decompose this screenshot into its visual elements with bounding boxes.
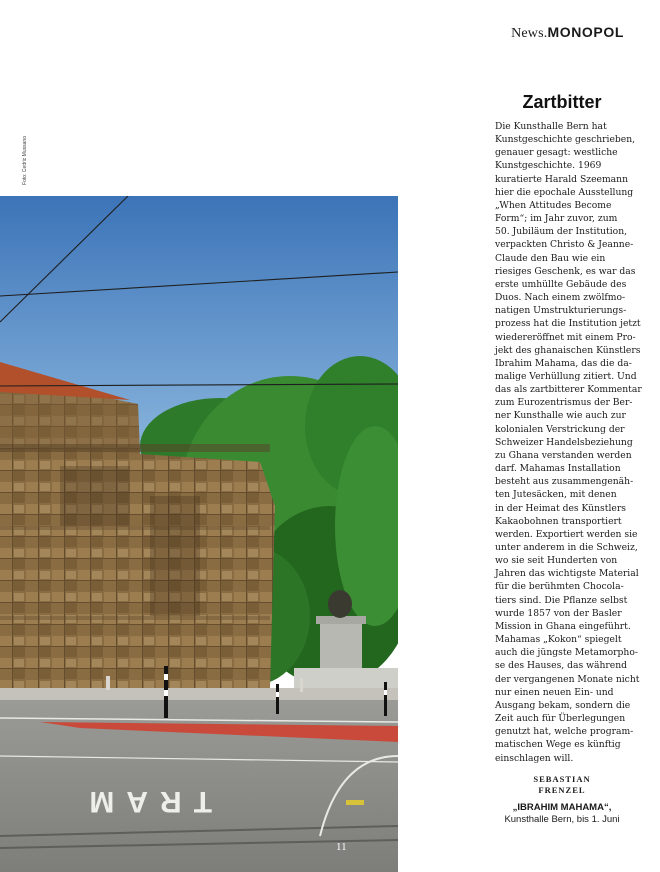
body-line: auch die jüngste Metamorpho- (495, 647, 638, 659)
body-line: jekt des ghanaischen Künstlers (495, 344, 641, 356)
body-line: ner Kunsthalle wie auch zur (495, 410, 626, 422)
body-line: wiedereröffnet mit einem Pro- (495, 331, 636, 343)
body-line: der vergangenen Monate nicht (495, 673, 640, 685)
body-line: einschlagen will. (495, 752, 574, 764)
body-line: Ibrahim Mahama, das die da- (495, 357, 632, 369)
body-line: werden. Exportiert werden sie (495, 528, 638, 540)
body-line: natigen Umstrukturierungs- (495, 305, 627, 317)
body-line: ten Jutesäcken, mit denen (495, 489, 617, 501)
masthead-brand: MONOPOL (547, 24, 624, 40)
body-line: Ausgang bekam, sondern die (495, 699, 631, 711)
body-line: riesiges Geschenk, es war das (495, 265, 636, 277)
masthead (511, 24, 624, 42)
body-line: kolonialen Verstrickung der (495, 423, 625, 435)
body-line: genutzt hat, welche program- (495, 726, 634, 738)
body-line: se des Hauses, das während (495, 660, 628, 672)
exhibition-title: „IBRAHIM MAHAMA“, (512, 802, 612, 813)
body-line: matischen Wege es künftig (495, 739, 621, 751)
body-line: Claude den Bau wie ein (495, 252, 606, 264)
body-line: tiers sind. Die Pflanze selbst (495, 594, 628, 606)
body-line: das als zartbitterer Kommentar (495, 384, 642, 396)
exhibition-info (494, 802, 630, 826)
body-line: darf. Mahamas Installation (495, 463, 621, 475)
body-line: kuratierte Harald Szeemann (495, 173, 628, 185)
body-line: malige Verhüllung zitiert. Und (495, 370, 637, 382)
body-line: Zeit auch für Überlegungen (495, 713, 626, 725)
body-line: Schweizer Handelsbeziehung (495, 436, 633, 448)
road-marking-tram: TRAM (77, 785, 212, 818)
article-photo (0, 196, 398, 872)
body-line: wo sie seit Hunderten von (495, 555, 618, 567)
body-line: Form“; im Jahr zuvor, zum (495, 213, 618, 225)
body-line: Kunstgeschichte. 1969 (495, 160, 602, 172)
body-line: Kunstgeschichte geschrieben, (495, 134, 636, 146)
body-line: Mission in Ghana eingeführt. (495, 620, 631, 632)
body-line: Duos. Nach einem zwölfmo- (495, 292, 626, 304)
body-line: Die Kunsthalle Bern hat (495, 121, 607, 132)
author-last-name: FRENZEL (538, 785, 586, 795)
body-line: nur einen neuen Ein- und (495, 686, 614, 698)
body-line: Kakaobohnen transportiert (495, 515, 622, 527)
exhibition-venue-dates: Kunsthalle Bern, bis 1. Juni (504, 814, 620, 825)
body-line: wurde 1857 von der Basler (495, 607, 622, 619)
body-line: in der Heimat des Künstlers (495, 502, 626, 514)
article-author (494, 774, 630, 796)
body-line: erste umhüllte Gebäude des (495, 278, 627, 290)
body-line: Mahamas „Kokon“ spiegelt (495, 634, 622, 646)
body-line: 50. Jubiläum der Institution, (495, 226, 628, 238)
body-line: für die berühmten Chocola- (495, 581, 624, 593)
masthead-news: News. (511, 26, 548, 41)
article-body (495, 120, 642, 765)
body-line: verpackten Christo & Jeanne- (495, 239, 634, 251)
body-line: „When Attitudes Become (495, 199, 612, 211)
body-line: besteht aus zusammengenäh- (495, 476, 634, 488)
sidewalk (0, 688, 398, 700)
body-line: hier die epochale Ausstellung (495, 186, 634, 198)
body-line: genauer gesagt: westliche (495, 147, 618, 159)
page-number: 11 (336, 841, 347, 853)
body-line: zu Ghana verstanden werden (495, 449, 632, 461)
photo-credit: Foto: Cedric Mussano (22, 136, 28, 185)
body-line: prozess hat die Institution jetzt (495, 318, 641, 330)
article-headline: Zartbitter (522, 92, 602, 112)
author-first-name: SEBASTIAN (533, 774, 591, 784)
body-line: unter anderem in die Schweiz, (495, 542, 638, 553)
body-line: Jahren das wichtigste Material (495, 568, 639, 580)
body-line: zum Eurozentrismus der Ber- (495, 397, 633, 409)
